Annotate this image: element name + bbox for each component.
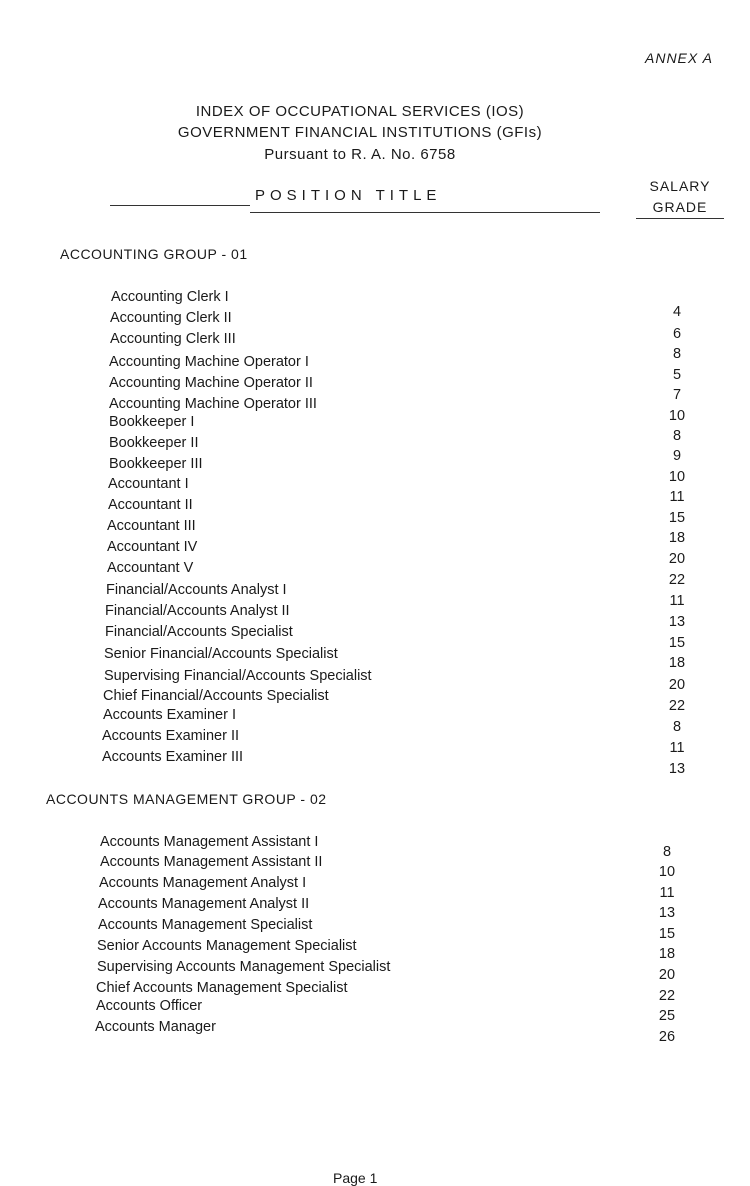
salary-heading: SALARY <box>649 178 711 194</box>
position-item: Financial/Accounts Analyst I <box>106 582 287 598</box>
grade-value: 15 <box>658 926 676 942</box>
position-item: Bookkeeper II <box>109 435 199 451</box>
position-item: Chief Financial/Accounts Specialist <box>103 688 329 704</box>
position-item: Accounts Management Assistant II <box>100 854 323 870</box>
grade-value: 8 <box>662 844 672 860</box>
grade-value: 7 <box>672 387 682 403</box>
grade-value: 8 <box>672 428 682 444</box>
grade-value: 8 <box>672 719 682 735</box>
grade-value: 11 <box>659 885 675 901</box>
grade-value: 18 <box>668 655 686 671</box>
position-item: Accounts Management Specialist <box>98 917 313 933</box>
position-item: Chief Accounts Management Specialist <box>96 980 348 996</box>
position-item: Accounting Clerk III <box>110 331 236 347</box>
header-title-line3: Pursuant to R. A. No. 6758 <box>264 146 456 163</box>
grade-value: 10 <box>668 469 686 485</box>
position-item: Accounts Officer <box>96 998 203 1014</box>
grade-value: 10 <box>668 408 686 424</box>
position-item: Accounting Clerk II <box>110 310 232 326</box>
grade-value: 13 <box>658 905 676 921</box>
position-item: Accounting Machine Operator II <box>109 375 313 391</box>
position-item: Accounts Management Analyst I <box>99 875 307 891</box>
position-item: Senior Financial/Accounts Specialist <box>104 646 338 662</box>
position-item: Accountant IV <box>107 539 198 555</box>
grade-value: 11 <box>669 489 685 505</box>
grade-value: 11 <box>669 740 685 756</box>
grade-value: 5 <box>672 367 682 383</box>
position-item: Accountant II <box>108 497 193 513</box>
grade-value: 9 <box>672 448 682 464</box>
grade-value: 22 <box>658 988 676 1004</box>
position-item: Supervising Financial/Accounts Specialist <box>104 668 372 684</box>
position-item: Accounts Management Assistant I <box>100 834 319 850</box>
annex-label: ANNEX A <box>645 50 713 66</box>
position-item: Bookkeeper III <box>109 456 203 472</box>
grade-value: 25 <box>658 1008 676 1024</box>
grade-value: 20 <box>668 551 686 567</box>
group-title: ACCOUNTS MANAGEMENT GROUP - 02 <box>46 791 327 807</box>
position-item: Accounting Machine Operator I <box>109 354 309 370</box>
grade-value: 22 <box>668 572 686 588</box>
header-title-line1: INDEX OF OCCUPATIONAL SERVICES (IOS) <box>195 103 525 120</box>
header-rule-left <box>110 205 250 206</box>
position-item: Accounting Clerk I <box>111 289 229 305</box>
page-number: Page 1 <box>333 1170 378 1186</box>
grade-value: 20 <box>668 677 686 693</box>
grade-value: 15 <box>668 635 686 651</box>
position-item: Accountant III <box>107 518 196 534</box>
grade-value: 8 <box>672 346 682 362</box>
grade-value: 13 <box>668 614 686 630</box>
grade-heading: GRADE <box>652 199 708 215</box>
grade-value: 11 <box>669 593 685 609</box>
position-item: Financial/Accounts Specialist <box>105 624 293 640</box>
position-item: Accounts Examiner I <box>103 707 236 723</box>
header-rule-right <box>250 212 600 213</box>
grade-value: 13 <box>668 761 686 777</box>
position-item: Financial/Accounts Analyst II <box>105 603 290 619</box>
position-item: Accounts Manager <box>95 1019 216 1035</box>
position-title-heading: POSITION TITLE <box>255 187 442 204</box>
position-item: Accountant V <box>107 560 194 576</box>
grade-value: 6 <box>672 326 682 342</box>
position-item: Accounts Examiner III <box>102 749 244 765</box>
grade-value: 20 <box>658 967 676 983</box>
position-item: Accounts Examiner II <box>102 728 239 744</box>
grade-value: 15 <box>668 510 686 526</box>
position-item: Accounts Management Analyst II <box>98 896 310 912</box>
grade-value: 26 <box>658 1029 676 1045</box>
grade-value: 18 <box>668 530 686 546</box>
position-item: Accounting Machine Operator III <box>109 396 317 412</box>
grade-value: 10 <box>658 864 676 880</box>
grade-heading-rule <box>636 218 724 219</box>
position-item: Senior Accounts Management Specialist <box>97 938 357 954</box>
header-title-line2: GOVERNMENT FINANCIAL INSTITUTIONS (GFIs) <box>177 124 543 141</box>
position-item: Bookkeeper I <box>109 414 195 430</box>
position-item: Supervising Accounts Management Specialist <box>97 959 391 975</box>
grade-value: 4 <box>672 304 682 320</box>
position-item: Accountant I <box>108 476 189 492</box>
grade-value: 22 <box>668 698 686 714</box>
group-title: ACCOUNTING GROUP - 01 <box>60 246 248 262</box>
grade-value: 18 <box>658 946 676 962</box>
